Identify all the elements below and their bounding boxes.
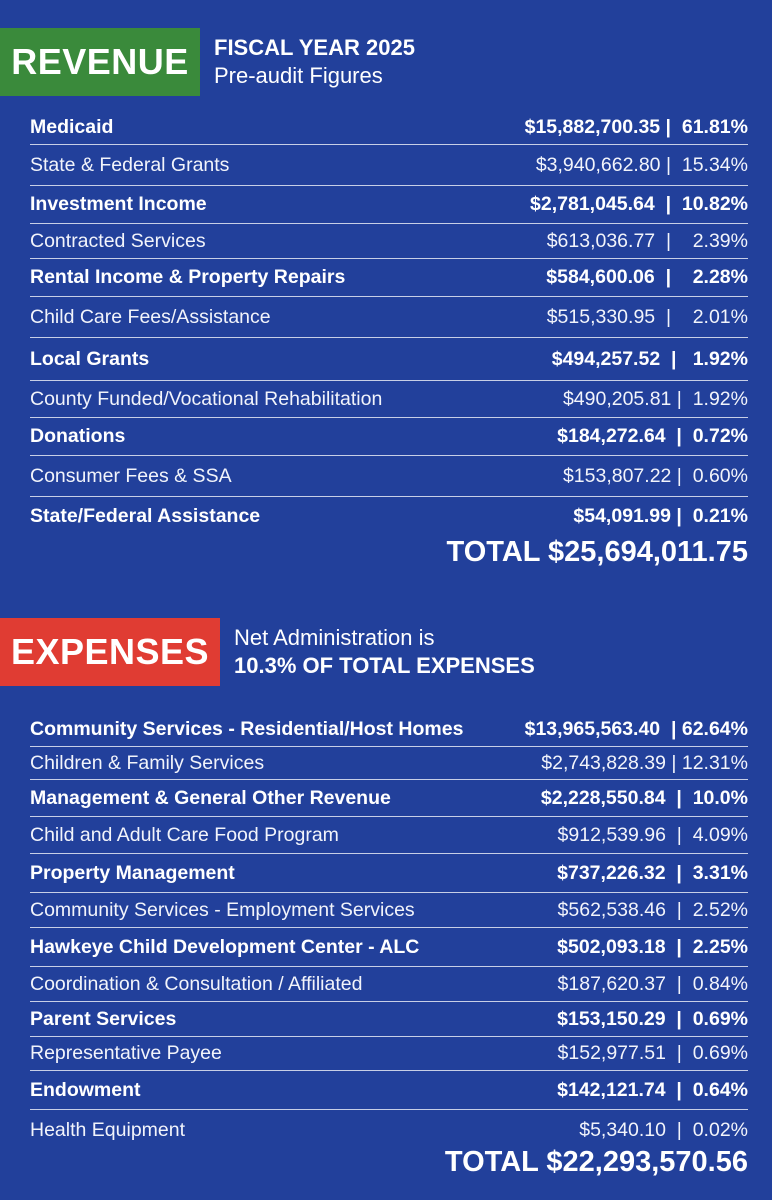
table-row — [30, 712, 748, 747]
expenses-table — [30, 712, 748, 1150]
pre-audit-label: Pre-audit Figures — [214, 63, 383, 88]
line-item-value: $153,150.29 | 0.69% — [557, 1007, 748, 1030]
admin-percent-label: 10.3% OF TOTAL EXPENSES — [234, 653, 535, 678]
line-item-value: $3,940,662.80 | 15.34% — [535, 153, 748, 176]
line-item-name: Parent Services — [30, 1007, 177, 1030]
line-item-value: $515,330.95 | 2.01% — [546, 305, 748, 328]
line-item-value: $613,036.77 | 2.39% — [546, 229, 748, 252]
table-row — [30, 817, 748, 854]
line-item-name: Contracted Services — [30, 229, 206, 252]
fiscal-year-label: FISCAL YEAR 2025 — [214, 35, 415, 60]
line-item-value: $562,538.46 | 2.52% — [557, 898, 748, 921]
expenses-header — [0, 618, 535, 686]
table-row — [30, 259, 748, 297]
table-row — [30, 418, 748, 456]
line-item-name: Endowment — [30, 1078, 141, 1101]
line-item-name: Property Management — [30, 861, 235, 884]
line-item-name: Community Services - Employment Services — [30, 898, 415, 921]
table-row — [30, 381, 748, 418]
table-row — [30, 893, 748, 928]
table-row — [30, 497, 748, 535]
line-item-value: $2,228,550.84 | 10.0% — [540, 786, 748, 809]
expenses-heading — [234, 624, 535, 680]
line-item-name: Investment Income — [30, 193, 207, 215]
line-item-name: Health Equipment — [30, 1118, 186, 1141]
line-item-name: Representative Payee — [30, 1042, 222, 1064]
line-item-name: State & Federal Grants — [30, 153, 230, 176]
table-row — [30, 780, 748, 817]
revenue-heading — [214, 34, 415, 90]
line-item-value: $142,121.74 | 0.64% — [557, 1078, 748, 1101]
table-row — [30, 110, 748, 145]
line-item-value: $2,781,045.64 | 10.82% — [530, 193, 748, 215]
revenue-total: TOTAL $25,694,011.75 — [446, 536, 748, 568]
table-row — [30, 297, 748, 338]
table-row — [30, 456, 748, 497]
line-item-value: $13,965,563.40 | 62.64% — [524, 717, 748, 740]
line-item-value: $912,539.96 | 4.09% — [557, 823, 748, 846]
table-row — [30, 145, 748, 186]
line-item-name: County Funded/Vocational Rehabilitation — [30, 387, 383, 410]
line-item-value: $15,882,700.35 | 61.81% — [524, 115, 748, 138]
line-item-value: $502,093.18 | 2.25% — [557, 935, 748, 958]
line-item-name: Management & General Other Revenue — [30, 786, 391, 809]
line-item-name: Coordination & Consultation / Affiliated — [30, 972, 363, 995]
line-item-name: Consumer Fees & SSA — [30, 464, 232, 487]
line-item-value: $737,226.32 | 3.31% — [557, 861, 748, 884]
line-item-name: Donations — [30, 425, 126, 447]
line-item-name: Child Care Fees/Assistance — [30, 305, 271, 328]
expenses-badge: EXPENSES — [0, 618, 220, 686]
table-row — [30, 747, 748, 780]
line-item-value: $584,600.06 | 2.28% — [546, 266, 748, 288]
revenue-badge: REVENUE — [0, 28, 200, 96]
line-item-name: State/Federal Assistance — [30, 504, 261, 527]
line-item-value: $2,743,828.39 | 12.31% — [541, 751, 748, 774]
line-item-value: $494,257.52 | 1.92% — [551, 347, 748, 370]
table-row — [30, 854, 748, 893]
line-item-name: Hawkeye Child Development Center - ALC — [30, 935, 420, 958]
table-row — [30, 1071, 748, 1110]
expenses-total: TOTAL $22,293,570.56 — [444, 1146, 748, 1178]
net-administration-label: Net Administration is — [234, 625, 435, 650]
line-item-name: Community Services - Residential/Host Homes — [30, 717, 464, 740]
table-row — [30, 224, 748, 259]
line-item-value: $187,620.37 | 0.84% — [557, 972, 748, 995]
table-row — [30, 1002, 748, 1037]
line-item-value: $490,205.81 | 1.92% — [562, 387, 748, 410]
revenue-header — [0, 28, 415, 96]
revenue-table — [30, 110, 748, 535]
line-item-value: $5,340.10 | 0.02% — [579, 1118, 748, 1141]
line-item-name: Children & Family Services — [30, 751, 265, 774]
table-row — [30, 967, 748, 1002]
line-item-value: $153,807.22 | 0.60% — [562, 464, 748, 487]
line-item-value: $184,272.64 | 0.72% — [557, 425, 748, 447]
table-row — [30, 928, 748, 967]
table-row — [30, 338, 748, 381]
line-item-name: Child and Adult Care Food Program — [30, 823, 339, 846]
line-item-value: $54,091.99 | 0.21% — [573, 504, 748, 527]
line-item-value: $152,977.51 | 0.69% — [557, 1042, 748, 1064]
line-item-name: Local Grants — [30, 347, 150, 370]
table-row — [30, 1110, 748, 1150]
line-item-name: Rental Income & Property Repairs — [30, 266, 346, 288]
table-row — [30, 1037, 748, 1071]
line-item-name: Medicaid — [30, 115, 114, 138]
table-row — [30, 186, 748, 224]
